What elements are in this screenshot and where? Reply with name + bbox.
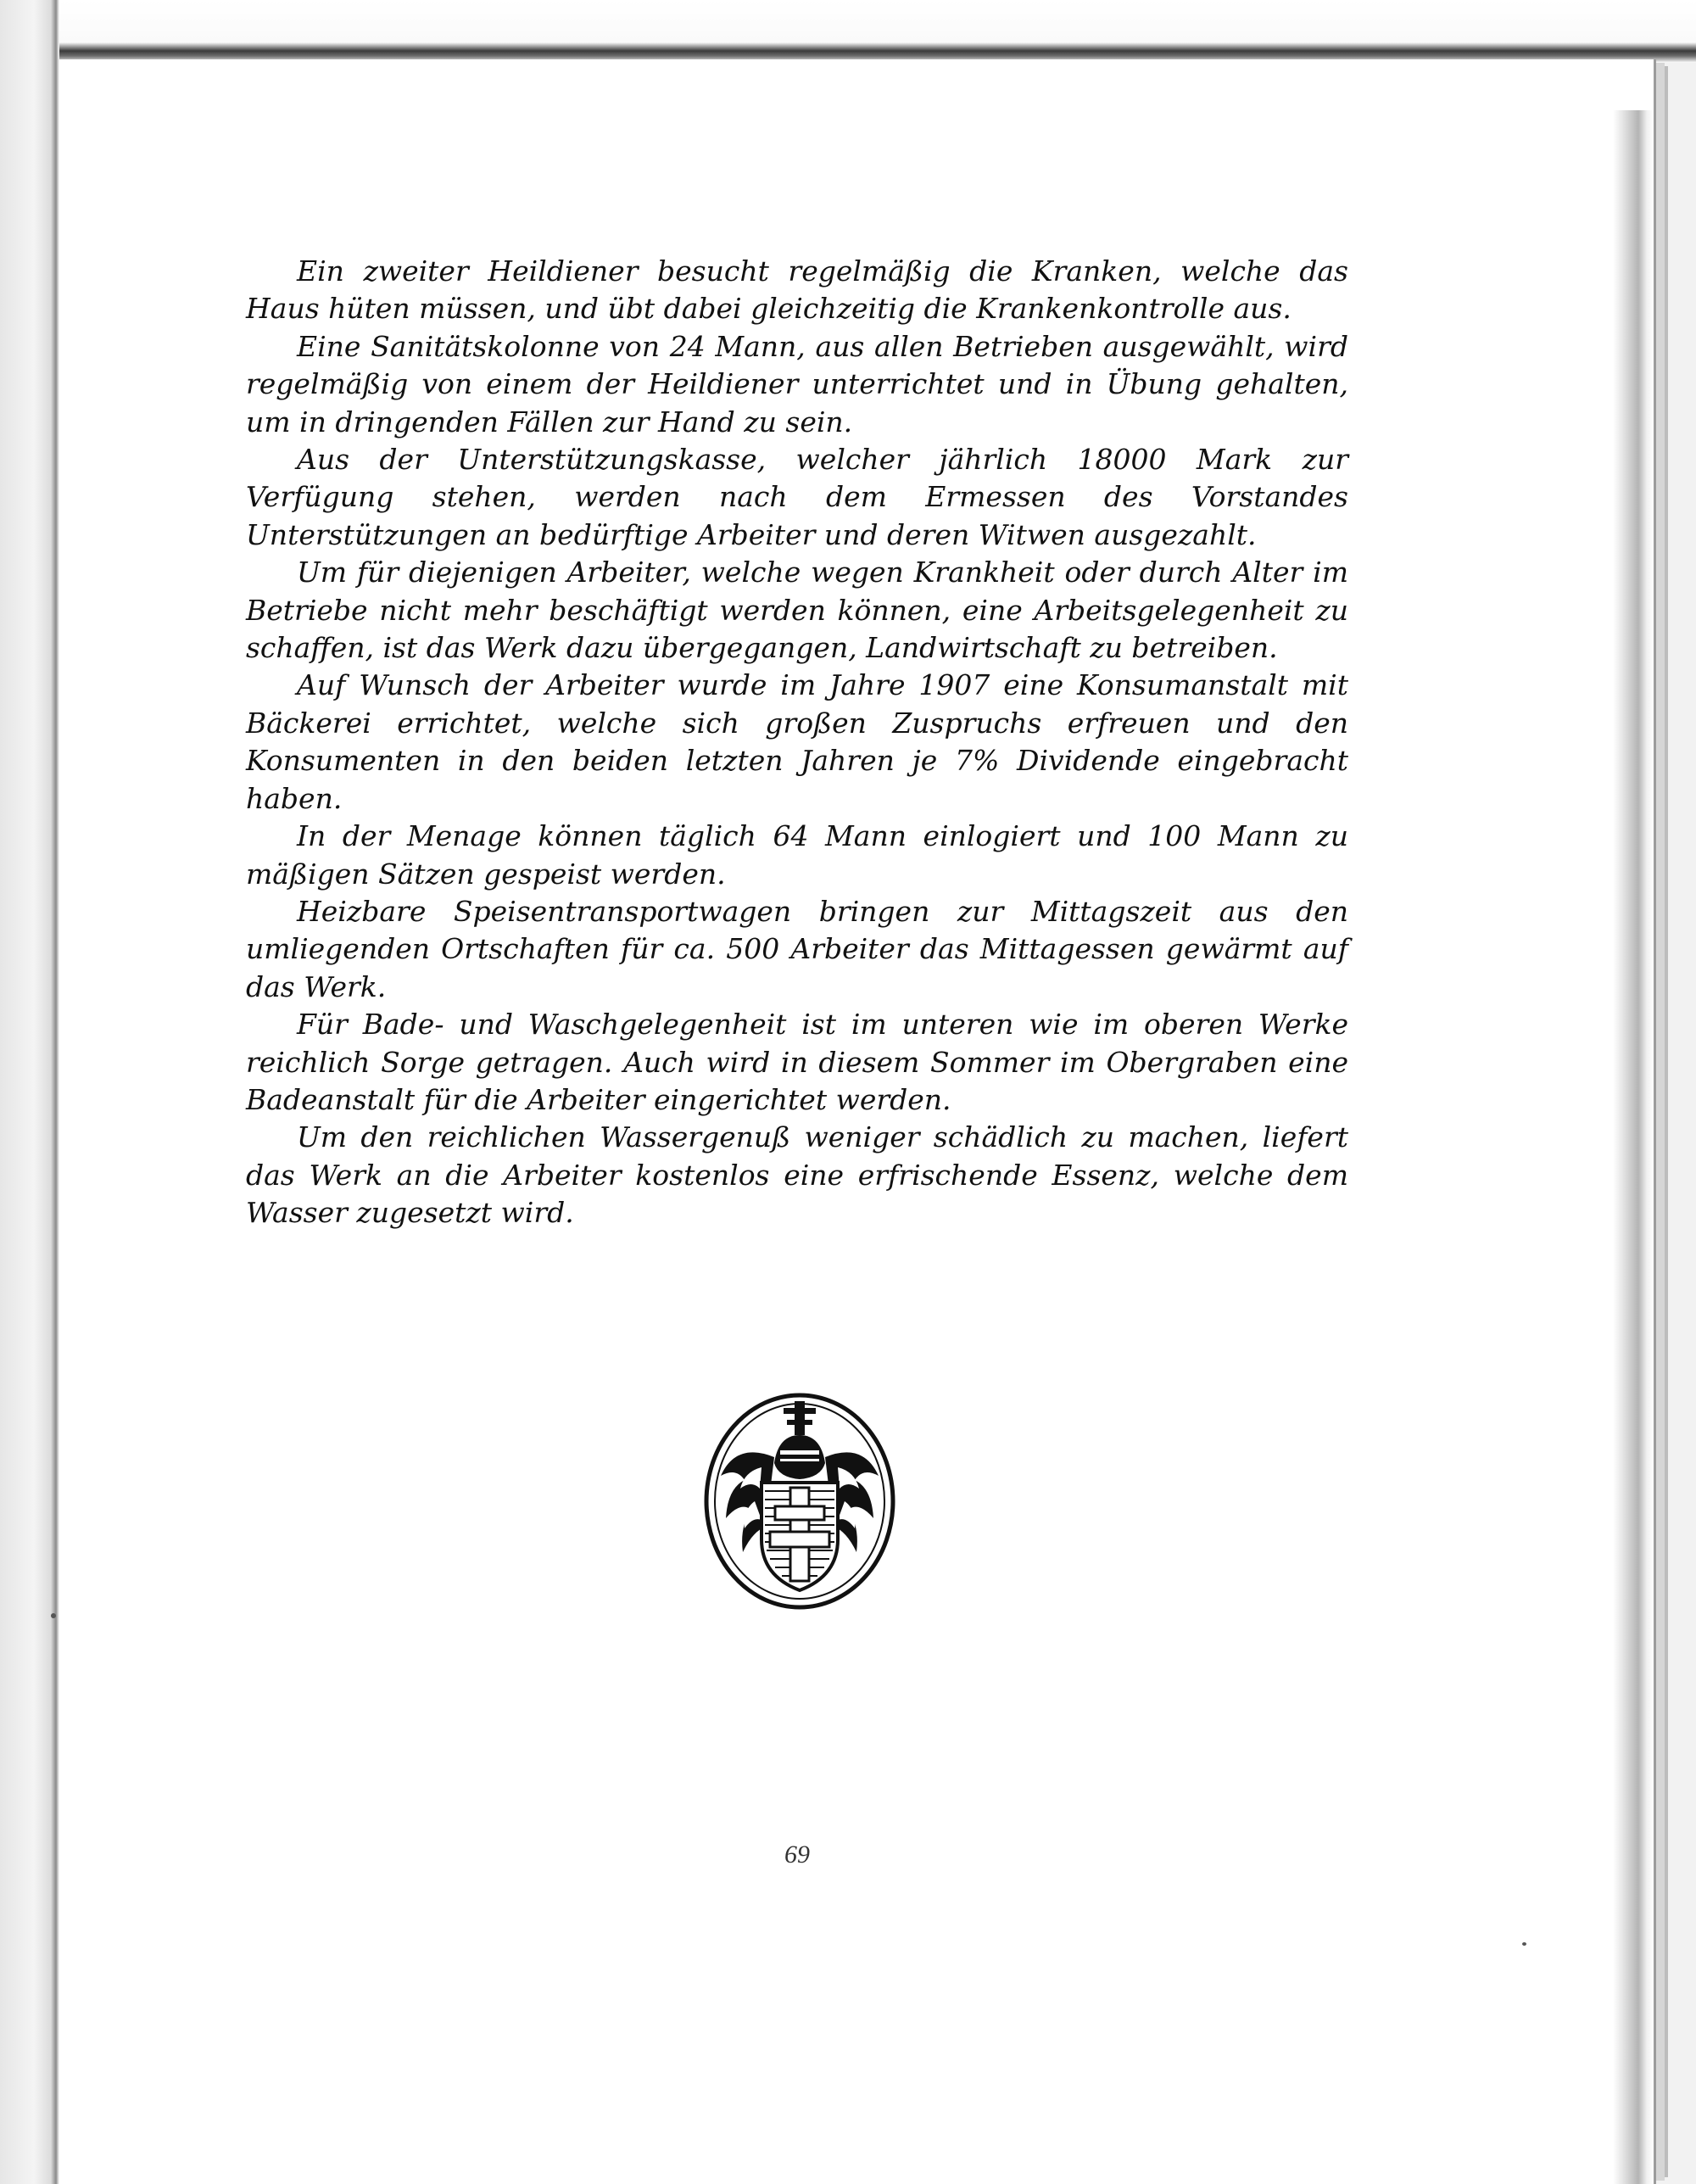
scan-border-left: [0, 0, 59, 2184]
scan-border-top: [0, 0, 1696, 63]
paragraph-8: Für Bade- und Waschgelegenheit ist im unteren wie im oberen Werke reichlich Sorge getragen. Auch wird in diesem Sommer im Obergraben eine Badeanstalt für die Arbeiter eingerichtet werden.: [246, 1008, 1348, 1116]
paragraph-9: Um den reichlichen Wassergenuß weniger schädlich zu machen, liefert das Werk an die Arbeiter kostenlos eine erfrischende Essenz, welche dem Wasser zugesetzt wird.: [246, 1120, 1348, 1230]
paragraph-1: Ein zweiter Heildiener besucht regelmäßig die Kranken, welche das Haus hüten müssen, und übt dabei gleichzeitig die Krankenkontrolle aus.: [246, 254, 1348, 326]
coat-of-arms-icon: [702, 1382, 897, 1611]
paragraph-3: Aus der Unterstützungskasse, welcher jährlich 18000 Mark zur Verfügung stehen, werden nach dem Ermessen des Vorstandes Unterstützungen an bedürftige Arbeiter und deren Witwen ausgezahlt.: [246, 443, 1348, 551]
page-edge-shadow: [1613, 110, 1654, 2184]
paragraph-5: Auf Wunsch der Arbeiter wurde im Jahre 1907 eine Konsumanstalt mit Bäckerei errichtet, welche sich großen Zuspruchs erfreuen und den Konsumenten in den beiden letzten Jahren je 7% Dividende eingebracht haben.: [246, 668, 1348, 815]
paragraph-2: Eine Sanitätskolonne von 24 Mann, aus allen Betrieben ausgewählt, wird regelmäßig von einem der Heildiener unterrichtet und in Übung gehalten, um in dringenden Fällen zur Hand zu sein.: [246, 329, 1348, 438]
page-number: 69: [784, 1840, 810, 1868]
body-text: [246, 253, 1348, 1232]
scan-speck: [1522, 1942, 1526, 1946]
scan-speck: [51, 1613, 56, 1618]
paragraph-4: Um für diejenigen Arbeiter, welche wegen Krankheit oder durch Alter im Betriebe nicht mehr beschäftigt werden können, eine Arbeitsgelegenheit zu schaffen, ist das Werk dazu übergegangen, Landwirtschaft zu betreiben.: [246, 556, 1348, 665]
paragraph-7: Heizbare Speisentransportwagen bringen zur Mittagszeit aus den umliegenden Ortschaften für ca. 500 Arbeiter das Mittagessen gewärmt auf das Werk.: [246, 894, 1348, 1003]
paragraph-6: In der Menage können täglich 64 Mann einlogiert und 100 Mann zu mäßigen Sätzen gespeist werden.: [246, 819, 1348, 891]
